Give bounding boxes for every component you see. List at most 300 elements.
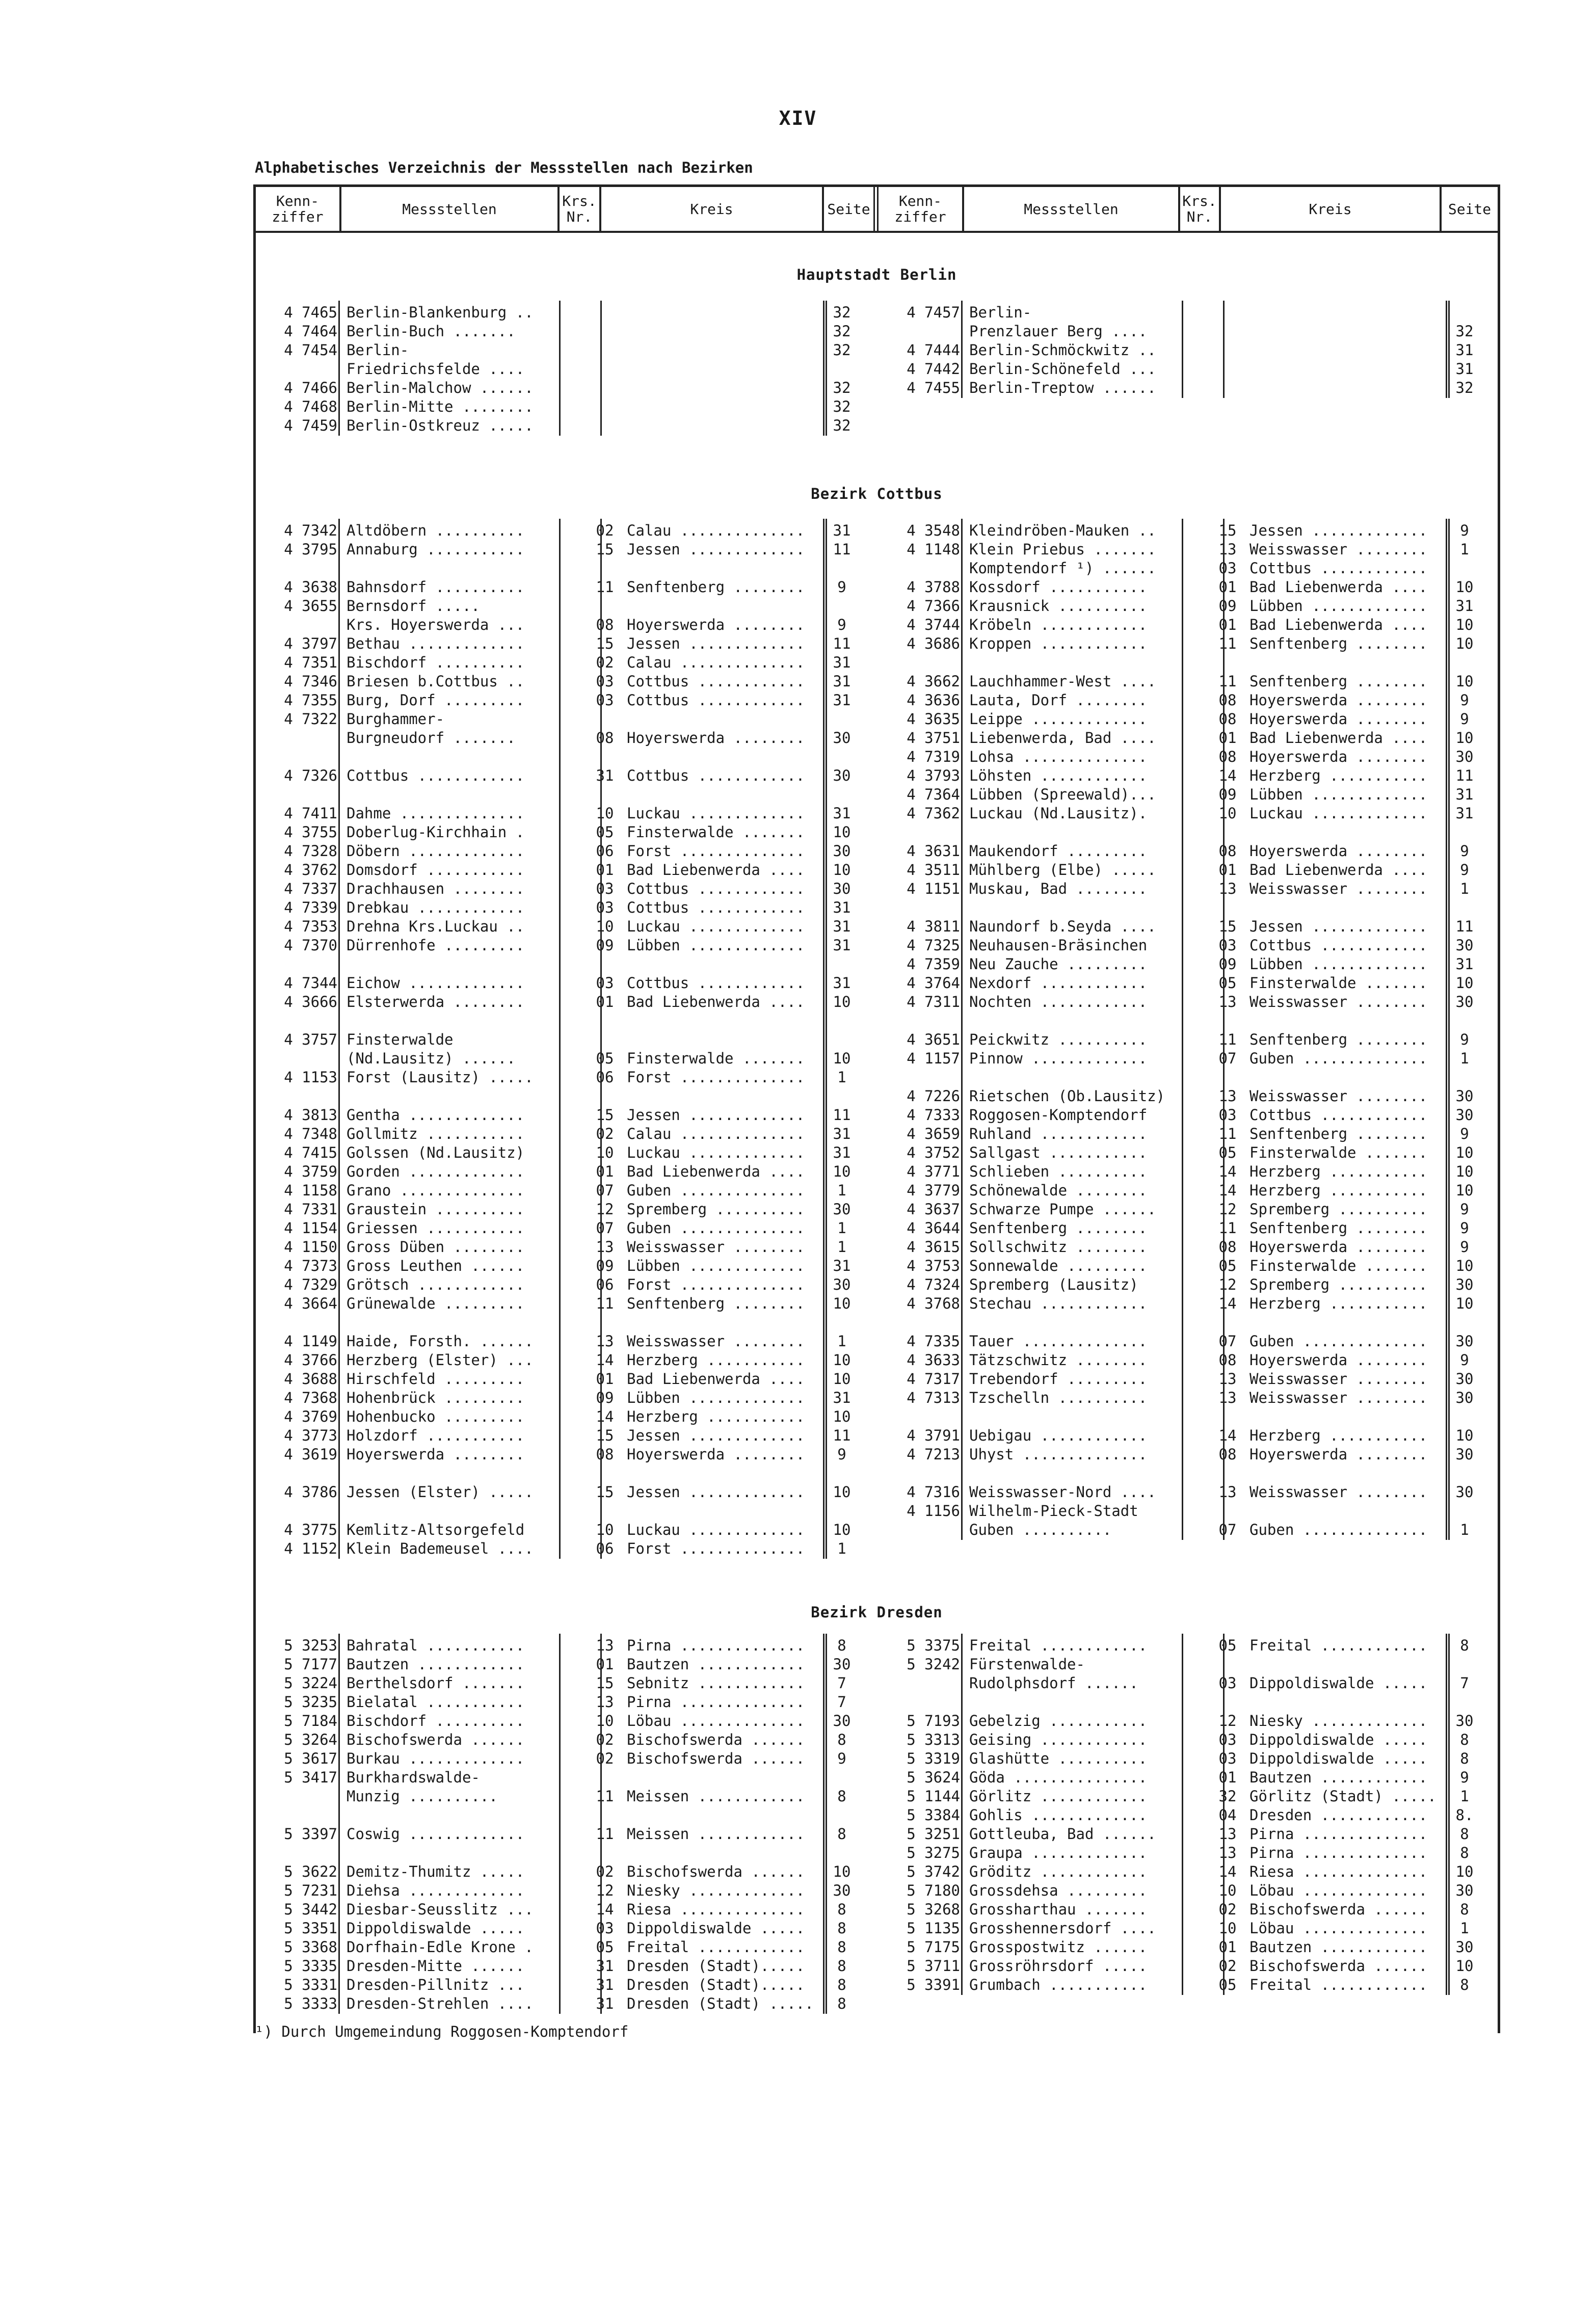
cell-name: Dahme .............. <box>347 805 525 822</box>
cell-code: 5 3742 <box>907 1863 960 1880</box>
cell-page: 10 <box>833 1295 851 1312</box>
cell-krs: 07 <box>596 1219 614 1237</box>
table-row <box>261 1124 872 1143</box>
cell-kreis: Herzberg ........... <box>627 1408 805 1425</box>
table-row <box>261 558 872 578</box>
cell-kreis: Niesky ............. <box>1249 1712 1428 1729</box>
table-row <box>261 1350 872 1370</box>
cell-code: 4 7313 <box>907 1389 960 1406</box>
table-row <box>261 1162 872 1181</box>
cell-krs: 08 <box>1218 691 1237 709</box>
cell-code: 4 3631 <box>907 842 960 860</box>
cell-krs: 15 <box>596 1674 614 1692</box>
cell-code: 4 1148 <box>907 541 960 558</box>
cell-krs: 14 <box>596 1351 614 1369</box>
cell-krs: 01 <box>1218 616 1237 633</box>
cell-page: 8 <box>837 1825 846 1843</box>
cell-code: 5 3313 <box>907 1731 960 1748</box>
cell-code: 4 7344 <box>284 974 337 992</box>
table-row <box>261 1181 872 1200</box>
cell-krs: 10 <box>596 1144 614 1161</box>
cell-code: 5 3224 <box>284 1674 337 1692</box>
cell-name: Klein Priebus ....... <box>969 541 1156 558</box>
cell-name: Burkhardswalde- <box>347 1769 480 1786</box>
cell-code: 5 3331 <box>284 1976 337 1993</box>
cell-krs: 13 <box>1218 1087 1237 1105</box>
table-row <box>884 1407 1495 1426</box>
table-row <box>261 973 872 993</box>
table-row <box>884 672 1495 691</box>
cell-code: 4 3651 <box>907 1031 960 1048</box>
cell-krs: 09 <box>596 1257 614 1274</box>
cell-page: 10 <box>1455 578 1474 596</box>
cell-name: Hohenbucko ......... <box>347 1408 525 1425</box>
cell-krs: 08 <box>1218 1446 1237 1463</box>
cell-kreis: Weisswasser ........ <box>1249 1389 1428 1406</box>
table-row <box>884 1768 1495 1787</box>
table-row <box>884 1975 1495 1994</box>
cell-kreis: Dresden (Stadt)..... <box>627 1976 805 1993</box>
cell-name: Berlin-Schönefeld ... <box>969 360 1156 378</box>
table-row <box>261 898 872 917</box>
cell-page: 10 <box>1455 616 1474 633</box>
cell-page: 10 <box>1455 1182 1474 1199</box>
cell-page: 8 <box>837 1938 846 1956</box>
cell-code: 4 7464 <box>284 323 337 340</box>
cell-page: 9 <box>1460 1219 1469 1237</box>
table-row <box>884 747 1495 766</box>
cell-code: 4 7444 <box>907 341 960 359</box>
cell-kreis: Bad Liebenwerda .... <box>627 993 805 1010</box>
cell-krs: 09 <box>596 1389 614 1406</box>
cell-kreis: Herzberg ........... <box>1249 1182 1428 1199</box>
cell-name: Nexdorf ............ <box>969 974 1148 992</box>
cell-kreis: Görlitz (Stadt) ..... <box>1249 1788 1437 1805</box>
cell-krs: 01 <box>596 1370 614 1388</box>
table-row <box>884 303 1495 322</box>
table-row <box>884 766 1495 785</box>
cell-name: Klein Bademeusel .... <box>347 1540 534 1557</box>
table-row <box>261 1369 872 1389</box>
table-row <box>261 416 872 435</box>
cell-page: 8 <box>837 1976 846 1993</box>
table-row <box>261 615 872 634</box>
table-row <box>261 1824 872 1844</box>
cell-name: Elsterwerda ........ <box>347 993 525 1010</box>
cell-name: Berlin-Treptow ...... <box>969 379 1156 396</box>
table-row <box>884 728 1495 748</box>
cell-page: 7 <box>837 1693 846 1711</box>
page-number: XIV <box>779 107 817 129</box>
cell-kreis: Bautzen ............ <box>627 1656 805 1673</box>
table-row <box>261 992 872 1011</box>
cell-kreis: Dippoldiswalde ..... <box>627 1920 805 1937</box>
cell-code: 4 3795 <box>284 541 337 558</box>
table-row <box>884 1181 1495 1200</box>
cell-code: 4 7331 <box>284 1201 337 1218</box>
cell-code: 4 3666 <box>284 993 337 1010</box>
cell-krs: 08 <box>1218 1351 1237 1369</box>
cell-name: Dresden-Strehlen .... <box>347 1995 534 2012</box>
cell-code: 5 3235 <box>284 1693 337 1711</box>
table-row <box>261 303 872 322</box>
cell-kreis: Jessen ............. <box>627 1427 805 1444</box>
cell-name: Krs. Hoyerswerda ... <box>347 616 525 633</box>
column-rule <box>823 519 827 1559</box>
cell-code: 4 7339 <box>284 899 337 916</box>
cell-code: 4 7351 <box>284 654 337 671</box>
cell-code: 4 1156 <box>907 1502 960 1520</box>
cell-name: Naundorf b.Seyda .... <box>969 918 1156 935</box>
cell-name: Sonnewalde ......... <box>969 1257 1148 1274</box>
cell-page: 31 <box>833 654 851 671</box>
column-rule <box>559 519 561 1559</box>
table-row <box>884 954 1495 974</box>
cell-name: Coswig ............. <box>347 1825 525 1843</box>
cell-krs: 02 <box>596 522 614 539</box>
cell-page: 10 <box>1455 635 1474 652</box>
cell-page: 30 <box>1455 1483 1474 1501</box>
cell-krs: 13 <box>596 1693 614 1711</box>
cell-name: Jessen (Elster) ..... <box>347 1483 534 1501</box>
header-messstellen-right: Messstellen <box>964 187 1180 231</box>
cell-page: 8 <box>837 1788 846 1805</box>
cell-name: Doberlug-Kirchhain . <box>347 823 525 841</box>
cell-page: 8 <box>837 1901 846 1918</box>
cell-kreis: Weisswasser ........ <box>1249 1483 1428 1501</box>
column-rule <box>338 1634 340 2014</box>
cell-name: Domsdorf ........... <box>347 861 525 878</box>
cell-kreis: Hoyerswerda ........ <box>627 616 805 633</box>
cell-page: 10 <box>833 1351 851 1369</box>
document-title: Alphabetisches Verzeichnis der Messstellen nach Bezirken <box>255 159 753 176</box>
cell-krs: 15 <box>596 635 614 652</box>
table-row <box>884 340 1495 360</box>
table-row <box>884 1749 1495 1768</box>
cell-name: Rudolphsdorf ...... <box>969 1674 1138 1692</box>
cell-name: Eichow ............. <box>347 974 525 992</box>
cell-krs: 07 <box>1218 1050 1237 1067</box>
cell-code: 4 3779 <box>907 1182 960 1199</box>
cell-name: Drehna Krs.Luckau .. <box>347 918 525 935</box>
table-row <box>261 1086 872 1106</box>
cell-code: 4 3662 <box>907 673 960 690</box>
cell-name: Altdöbern .......... <box>347 522 525 539</box>
cell-name: Grumbach ........... <box>969 1976 1148 1993</box>
cell-kreis: Meissen ............ <box>627 1825 805 1843</box>
cell-page: 32 <box>1455 379 1474 396</box>
table-row <box>884 615 1495 634</box>
cell-page: 31 <box>1455 341 1474 359</box>
cell-name: Grossröhrsdorf ..... <box>969 1957 1148 1975</box>
table-row <box>884 992 1495 1011</box>
cell-kreis: Pirna .............. <box>627 1693 805 1711</box>
cell-page: 9 <box>837 616 846 633</box>
cell-page: 1 <box>837 1333 846 1350</box>
cell-kreis: Bad Liebenwerda .... <box>1249 578 1428 596</box>
section-title: Bezirk Cottbus <box>811 485 943 502</box>
column-rule <box>600 1634 602 2014</box>
cell-page: 1 <box>1460 880 1469 897</box>
cell-page: 31 <box>1455 597 1474 615</box>
cell-code: 5 1135 <box>907 1920 960 1937</box>
cell-krs: 13 <box>1218 1825 1237 1843</box>
cell-page: 10 <box>1455 1257 1474 1274</box>
cell-kreis: Cottbus ............ <box>627 767 805 784</box>
cell-page: 10 <box>1455 1295 1474 1312</box>
table-row <box>261 879 872 898</box>
table-row <box>884 540 1495 559</box>
cell-code: 4 7325 <box>907 937 960 954</box>
cell-krs: 13 <box>1218 1483 1237 1501</box>
column-rule <box>823 1634 827 2014</box>
cell-kreis: Lübben ............. <box>1249 597 1428 615</box>
cell-kreis: Weisswasser ........ <box>1249 993 1428 1010</box>
cell-krs: 10 <box>596 805 614 822</box>
cell-kreis: Löbau .............. <box>1249 1920 1428 1937</box>
cell-code: 4 3637 <box>907 1201 960 1218</box>
header-kennziffer-left: Kenn- ziffer <box>256 187 341 231</box>
table-row <box>261 1711 872 1730</box>
table-row <box>261 1068 872 1087</box>
cell-kreis: Hoyerswerda ........ <box>627 729 805 747</box>
cell-code: 4 3744 <box>907 616 960 633</box>
cell-name: Graupa ............. <box>969 1844 1148 1861</box>
column-rule <box>600 519 602 1559</box>
table-row <box>261 1030 872 1049</box>
cell-code: 4 7457 <box>907 304 960 321</box>
cell-kreis: Weisswasser ........ <box>1249 880 1428 897</box>
cell-kreis: Senftenberg ........ <box>1249 673 1428 690</box>
cell-code: 4 3753 <box>907 1257 960 1274</box>
cell-page: 9 <box>837 1446 846 1463</box>
cell-name: Dresden-Mitte ...... <box>347 1957 525 1975</box>
cell-code: 5 3251 <box>907 1825 960 1843</box>
cell-kreis: Hoyerswerda ........ <box>627 1446 805 1463</box>
cell-code: 4 3769 <box>284 1408 337 1425</box>
cell-name: Geising ............ <box>969 1731 1148 1748</box>
cell-page: 31 <box>1455 805 1474 822</box>
cell-krs: 01 <box>1218 729 1237 747</box>
cell-krs: 08 <box>596 1446 614 1463</box>
cell-kreis: Hoyerswerda ........ <box>1249 1446 1428 1463</box>
cell-page: 1 <box>837 1182 846 1199</box>
cell-kreis: Herzberg ........... <box>1249 1163 1428 1180</box>
cell-page: 10 <box>1455 974 1474 992</box>
cell-page: 10 <box>833 993 851 1010</box>
cell-page: 10 <box>833 823 851 841</box>
table-row <box>884 1143 1495 1162</box>
cell-name: Diesbar-Seusslitz ... <box>347 1901 534 1918</box>
cell-kreis: Luckau ............. <box>627 918 805 935</box>
cell-code: 5 3275 <box>907 1844 960 1861</box>
cell-krs: 08 <box>1218 748 1237 765</box>
cell-code: 5 7177 <box>284 1656 337 1673</box>
cell-name: Fürstenwalde- <box>969 1656 1085 1673</box>
cell-kreis: Cottbus ............ <box>627 899 805 916</box>
cell-code: 5 3333 <box>284 1995 337 2012</box>
cell-name: Bahnsdorf .......... <box>347 578 525 596</box>
cell-kreis: Löbau .............. <box>627 1712 805 1729</box>
cell-krs: 01 <box>1218 578 1237 596</box>
cell-page: 1 <box>837 1540 846 1557</box>
table-row <box>884 1350 1495 1370</box>
table-row <box>261 359 872 379</box>
cell-krs: 03 <box>1218 1674 1237 1692</box>
cell-code: 4 1151 <box>907 880 960 897</box>
cell-kreis: Sebnitz ............ <box>627 1674 805 1692</box>
cell-krs: 12 <box>1218 1276 1237 1293</box>
table-row <box>884 804 1495 823</box>
cell-code: 4 7373 <box>284 1257 337 1274</box>
cell-name: Gross Düben ........ <box>347 1238 525 1256</box>
cell-code: 4 3511 <box>907 861 960 878</box>
header-messstellen-left: Messstellen <box>341 187 560 231</box>
cell-krs: 08 <box>596 729 614 747</box>
cell-kreis: Guben .............. <box>627 1219 805 1237</box>
cell-code: 4 1149 <box>284 1333 337 1350</box>
cell-page: 11 <box>833 635 851 652</box>
cell-code: 5 3368 <box>284 1938 337 1956</box>
cell-name: Komptendorf ¹) ...... <box>969 560 1156 577</box>
cell-name: Dürrenhofe ......... <box>347 937 525 954</box>
cell-code: 5 3375 <box>907 1637 960 1654</box>
cell-code: 4 3775 <box>284 1521 337 1538</box>
cell-name: Drachhausen ........ <box>347 880 525 897</box>
cell-krs: 03 <box>596 1920 614 1937</box>
cell-page: 11 <box>833 1106 851 1124</box>
table-row <box>261 747 872 766</box>
cell-code: 4 7442 <box>907 360 960 378</box>
cell-kreis: Luckau ............. <box>1249 805 1428 822</box>
cell-code: 4 7455 <box>907 379 960 396</box>
table-row <box>261 1200 872 1219</box>
cell-name: Burkau ............. <box>347 1750 525 1767</box>
cell-krs: 12 <box>596 1882 614 1899</box>
cell-kreis: Luckau ............. <box>627 805 805 822</box>
cell-name: Berlin- <box>969 304 1032 321</box>
cell-krs: 11 <box>1218 1125 1237 1142</box>
cell-kreis: Forst .............. <box>627 1276 805 1293</box>
cell-code: 5 3268 <box>907 1901 960 1918</box>
cell-page: 9 <box>1460 861 1469 878</box>
cell-code: 5 3253 <box>284 1637 337 1654</box>
cell-code: 4 3636 <box>907 691 960 709</box>
cell-kreis: Herzberg ........... <box>1249 767 1428 784</box>
table-row <box>884 1482 1495 1502</box>
cell-kreis: Hoyerswerda ........ <box>1249 842 1428 860</box>
cell-krs: 08 <box>596 616 614 633</box>
cell-name: (Nd.Lausitz) ...... <box>347 1050 516 1067</box>
cell-kreis: Guben .............. <box>1249 1333 1428 1350</box>
table-row <box>261 860 872 880</box>
cell-code: 4 7353 <box>284 918 337 935</box>
cell-name: Krausnick .......... <box>969 597 1148 615</box>
table-row <box>261 1105 872 1125</box>
table-row <box>884 1862 1495 1881</box>
cell-name: Griessen ........... <box>347 1219 525 1237</box>
cell-kreis: Finsterwalde ....... <box>1249 974 1428 992</box>
cell-name: Kemlitz-Altsorgefeld <box>347 1521 525 1538</box>
cell-page: 10 <box>1455 673 1474 690</box>
cell-krs: 01 <box>596 1163 614 1180</box>
table-row <box>884 690 1495 710</box>
column-rule <box>1446 519 1450 1540</box>
cell-page: 10 <box>1455 1144 1474 1161</box>
cell-code: 4 7317 <box>907 1370 960 1388</box>
cell-page: 8 <box>1460 1844 1469 1861</box>
table-row <box>884 1919 1495 1938</box>
table-row <box>261 1501 872 1521</box>
cell-kreis: Freital ............ <box>627 1938 805 1956</box>
cell-krs: 10 <box>596 918 614 935</box>
cell-page: 10 <box>833 861 851 878</box>
cell-krs: 32 <box>1218 1788 1237 1805</box>
cell-kreis: Herzberg ........... <box>1249 1295 1428 1312</box>
cell-page: 10 <box>833 1408 851 1425</box>
cell-krs: 05 <box>596 1938 614 1956</box>
cell-page: 32 <box>833 417 851 434</box>
cell-page: 31 <box>833 1144 851 1161</box>
cell-code: 4 7359 <box>907 955 960 973</box>
cell-krs: 15 <box>596 1427 614 1444</box>
cell-name: Grötsch ............ <box>347 1276 525 1293</box>
table-row <box>884 841 1495 861</box>
cell-name: Kröbeln ............ <box>969 616 1148 633</box>
cell-kreis: Hoyerswerda ........ <box>1249 1238 1428 1256</box>
cell-page: 30 <box>1455 1087 1474 1105</box>
cell-krs: 02 <box>1218 1901 1237 1918</box>
cell-krs: 10 <box>1218 1920 1237 1937</box>
cell-kreis: Finsterwalde ....... <box>627 823 805 841</box>
cell-name: Ruhland ............ <box>969 1125 1148 1142</box>
cell-kreis: Hoyerswerda ........ <box>1249 710 1428 728</box>
cell-code: 5 3264 <box>284 1731 337 1748</box>
cell-page: 9 <box>1460 1125 1469 1142</box>
cell-page: 32 <box>833 398 851 415</box>
table-row <box>261 1862 872 1881</box>
cell-code: 4 7468 <box>284 398 337 415</box>
cell-name: Grosspostwitz ...... <box>969 1938 1148 1956</box>
cell-kreis: Dippoldiswalde ..... <box>1249 1731 1428 1748</box>
cell-kreis: Herzberg ........... <box>1249 1427 1428 1444</box>
cell-code: 4 3644 <box>907 1219 960 1237</box>
table-row <box>261 1768 872 1787</box>
cell-page: 10 <box>833 1050 851 1067</box>
cell-page: 10 <box>833 1521 851 1538</box>
cell-code: 5 3622 <box>284 1863 337 1880</box>
cell-page: 31 <box>833 1257 851 1274</box>
column-rule <box>961 519 963 1540</box>
cell-page: 31 <box>1455 360 1474 378</box>
cell-krs: 09 <box>596 937 614 954</box>
cell-page: 1 <box>1460 541 1469 558</box>
cell-name: Freital ............ <box>969 1637 1148 1654</box>
cell-kreis: Guben .............. <box>1249 1050 1428 1067</box>
cell-name: Herzberg (Elster) ... <box>347 1351 534 1369</box>
cell-page: 32 <box>833 304 851 321</box>
cell-name: Trebendorf ......... <box>969 1370 1148 1388</box>
table-row <box>261 1482 872 1502</box>
cell-krs: 03 <box>1218 1750 1237 1767</box>
cell-kreis: Cottbus ............ <box>1249 560 1428 577</box>
cell-krs: 05 <box>1218 1257 1237 1274</box>
cell-krs: 15 <box>596 541 614 558</box>
table-row <box>261 1975 872 1994</box>
cell-code: 4 3791 <box>907 1427 960 1444</box>
table-row <box>261 1937 872 1957</box>
column-rule <box>823 301 827 436</box>
